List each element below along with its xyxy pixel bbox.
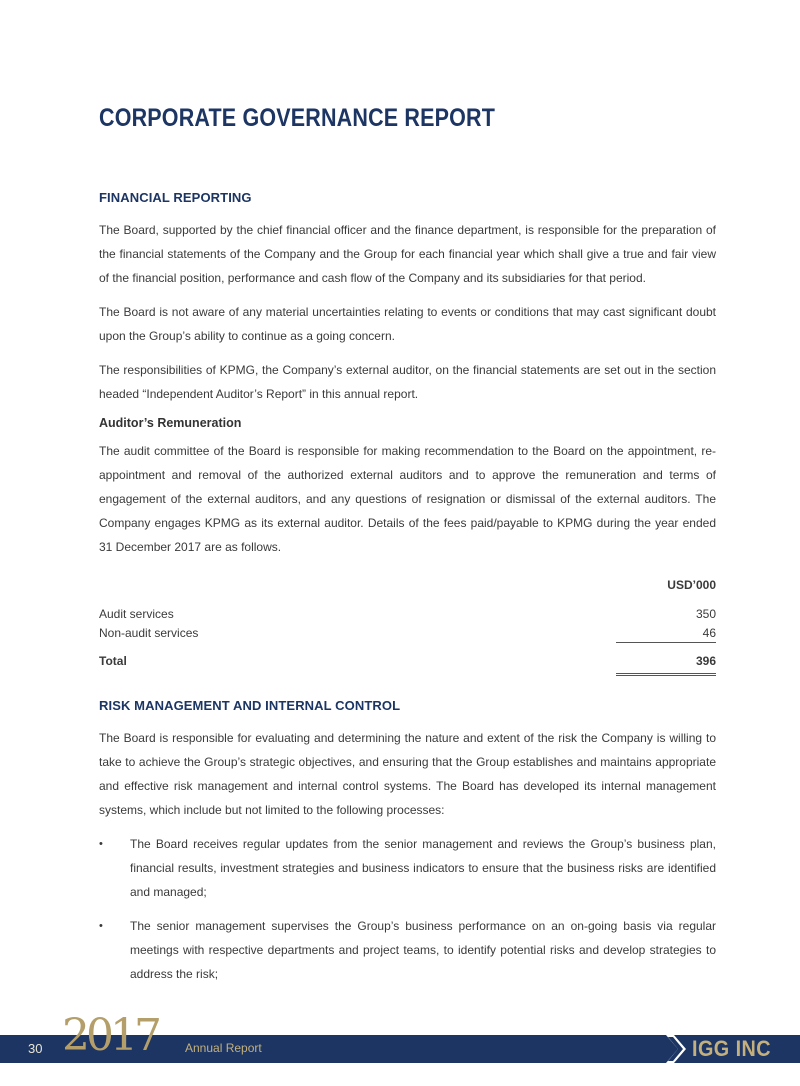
main-content bbox=[99, 190, 716, 996]
fees-row-value: 46 bbox=[616, 624, 716, 643]
paragraph: The responsibilities of KPMG, the Company’s external auditor, on the financial statements are set out in the section headed “Independent Auditor’s Report” in this annual report. bbox=[99, 363, 716, 401]
chevron-right-icon bbox=[664, 1034, 688, 1064]
fees-table-row bbox=[99, 624, 716, 643]
paragraph: The audit committee of the Board is responsible for making recommendation to the Board on the appointment, re-appointment and removal of the authorized external auditors and to approve the remuneration and terms of engagement of the external auditors, and any questions of resignation or dismissal of the external auditors. The Company engages KPMG as its external auditor. Details of the fees paid/payable to KPMG during the year ended 31 December 2017 are as follows. bbox=[99, 444, 716, 554]
list-item-text: The Board receives regular updates from the senior management and reviews the Group’s business plan, financial results, investment strategies and business indicators to ensure that the business risks are identified and managed; bbox=[130, 837, 716, 899]
fees-table-unit: USD’000 bbox=[667, 578, 716, 592]
brand-logo: IGG INC bbox=[692, 1036, 772, 1061]
section-heading-risk-management: RISK MANAGEMENT AND INTERNAL CONTROL bbox=[99, 698, 401, 713]
year-logo: 2017 bbox=[62, 1010, 158, 1061]
page-number: 30 bbox=[28, 1041, 43, 1056]
fees-table-row bbox=[99, 605, 716, 624]
page-title: CORPORATE GOVERNANCE REPORT bbox=[99, 104, 496, 132]
bullet-list bbox=[99, 832, 716, 986]
annual-report-label: Annual Report bbox=[185, 1041, 262, 1055]
fees-row-label: Non-audit services bbox=[99, 626, 199, 640]
section-heading-financial-reporting: FINANCIAL REPORTING bbox=[99, 190, 252, 205]
list-item bbox=[99, 914, 716, 986]
fees-table bbox=[99, 573, 716, 671]
sub-heading-auditor-remuneration: Auditor’s Remuneration bbox=[99, 416, 242, 430]
bullet-icon: • bbox=[99, 920, 103, 932]
paragraph: The Board is not aware of any material uncertainties relating to events or conditions that may cast significant doubt upon the Group’s ability to continue as a going concern. bbox=[99, 305, 716, 343]
bullet-icon: • bbox=[99, 838, 103, 850]
list-item-text: The senior management supervises the Group’s business performance on an on-going basis via regular meetings with respective departments and project teams, to identify potential risks and develop strategies to address the risk; bbox=[130, 919, 716, 981]
fees-total-value: 396 bbox=[616, 652, 716, 676]
fees-total-label: Total bbox=[99, 654, 127, 668]
paragraph: The Board is responsible for evaluating and determining the nature and extent of the risk the Company is willing to take to achieve the Group’s strategic objectives, and ensuring that the Group establishes and maintains appropriate and effective risk management and internal control systems. The Board has developed its internal management systems, which include but not limited to the following processes: bbox=[99, 731, 716, 817]
list-item bbox=[99, 832, 716, 904]
fees-row-value: 350 bbox=[695, 607, 716, 621]
paragraph: The Board, supported by the chief financial officer and the finance department, is responsible for the preparation of the financial statements of the Company and the Group for each financial year which shall give a true and fair view of the financial position, performance and cash flow of the Company and its subsidiaries for that period. bbox=[99, 223, 716, 285]
fees-table-total-row bbox=[99, 652, 716, 671]
fees-row-label: Audit services bbox=[99, 607, 174, 621]
